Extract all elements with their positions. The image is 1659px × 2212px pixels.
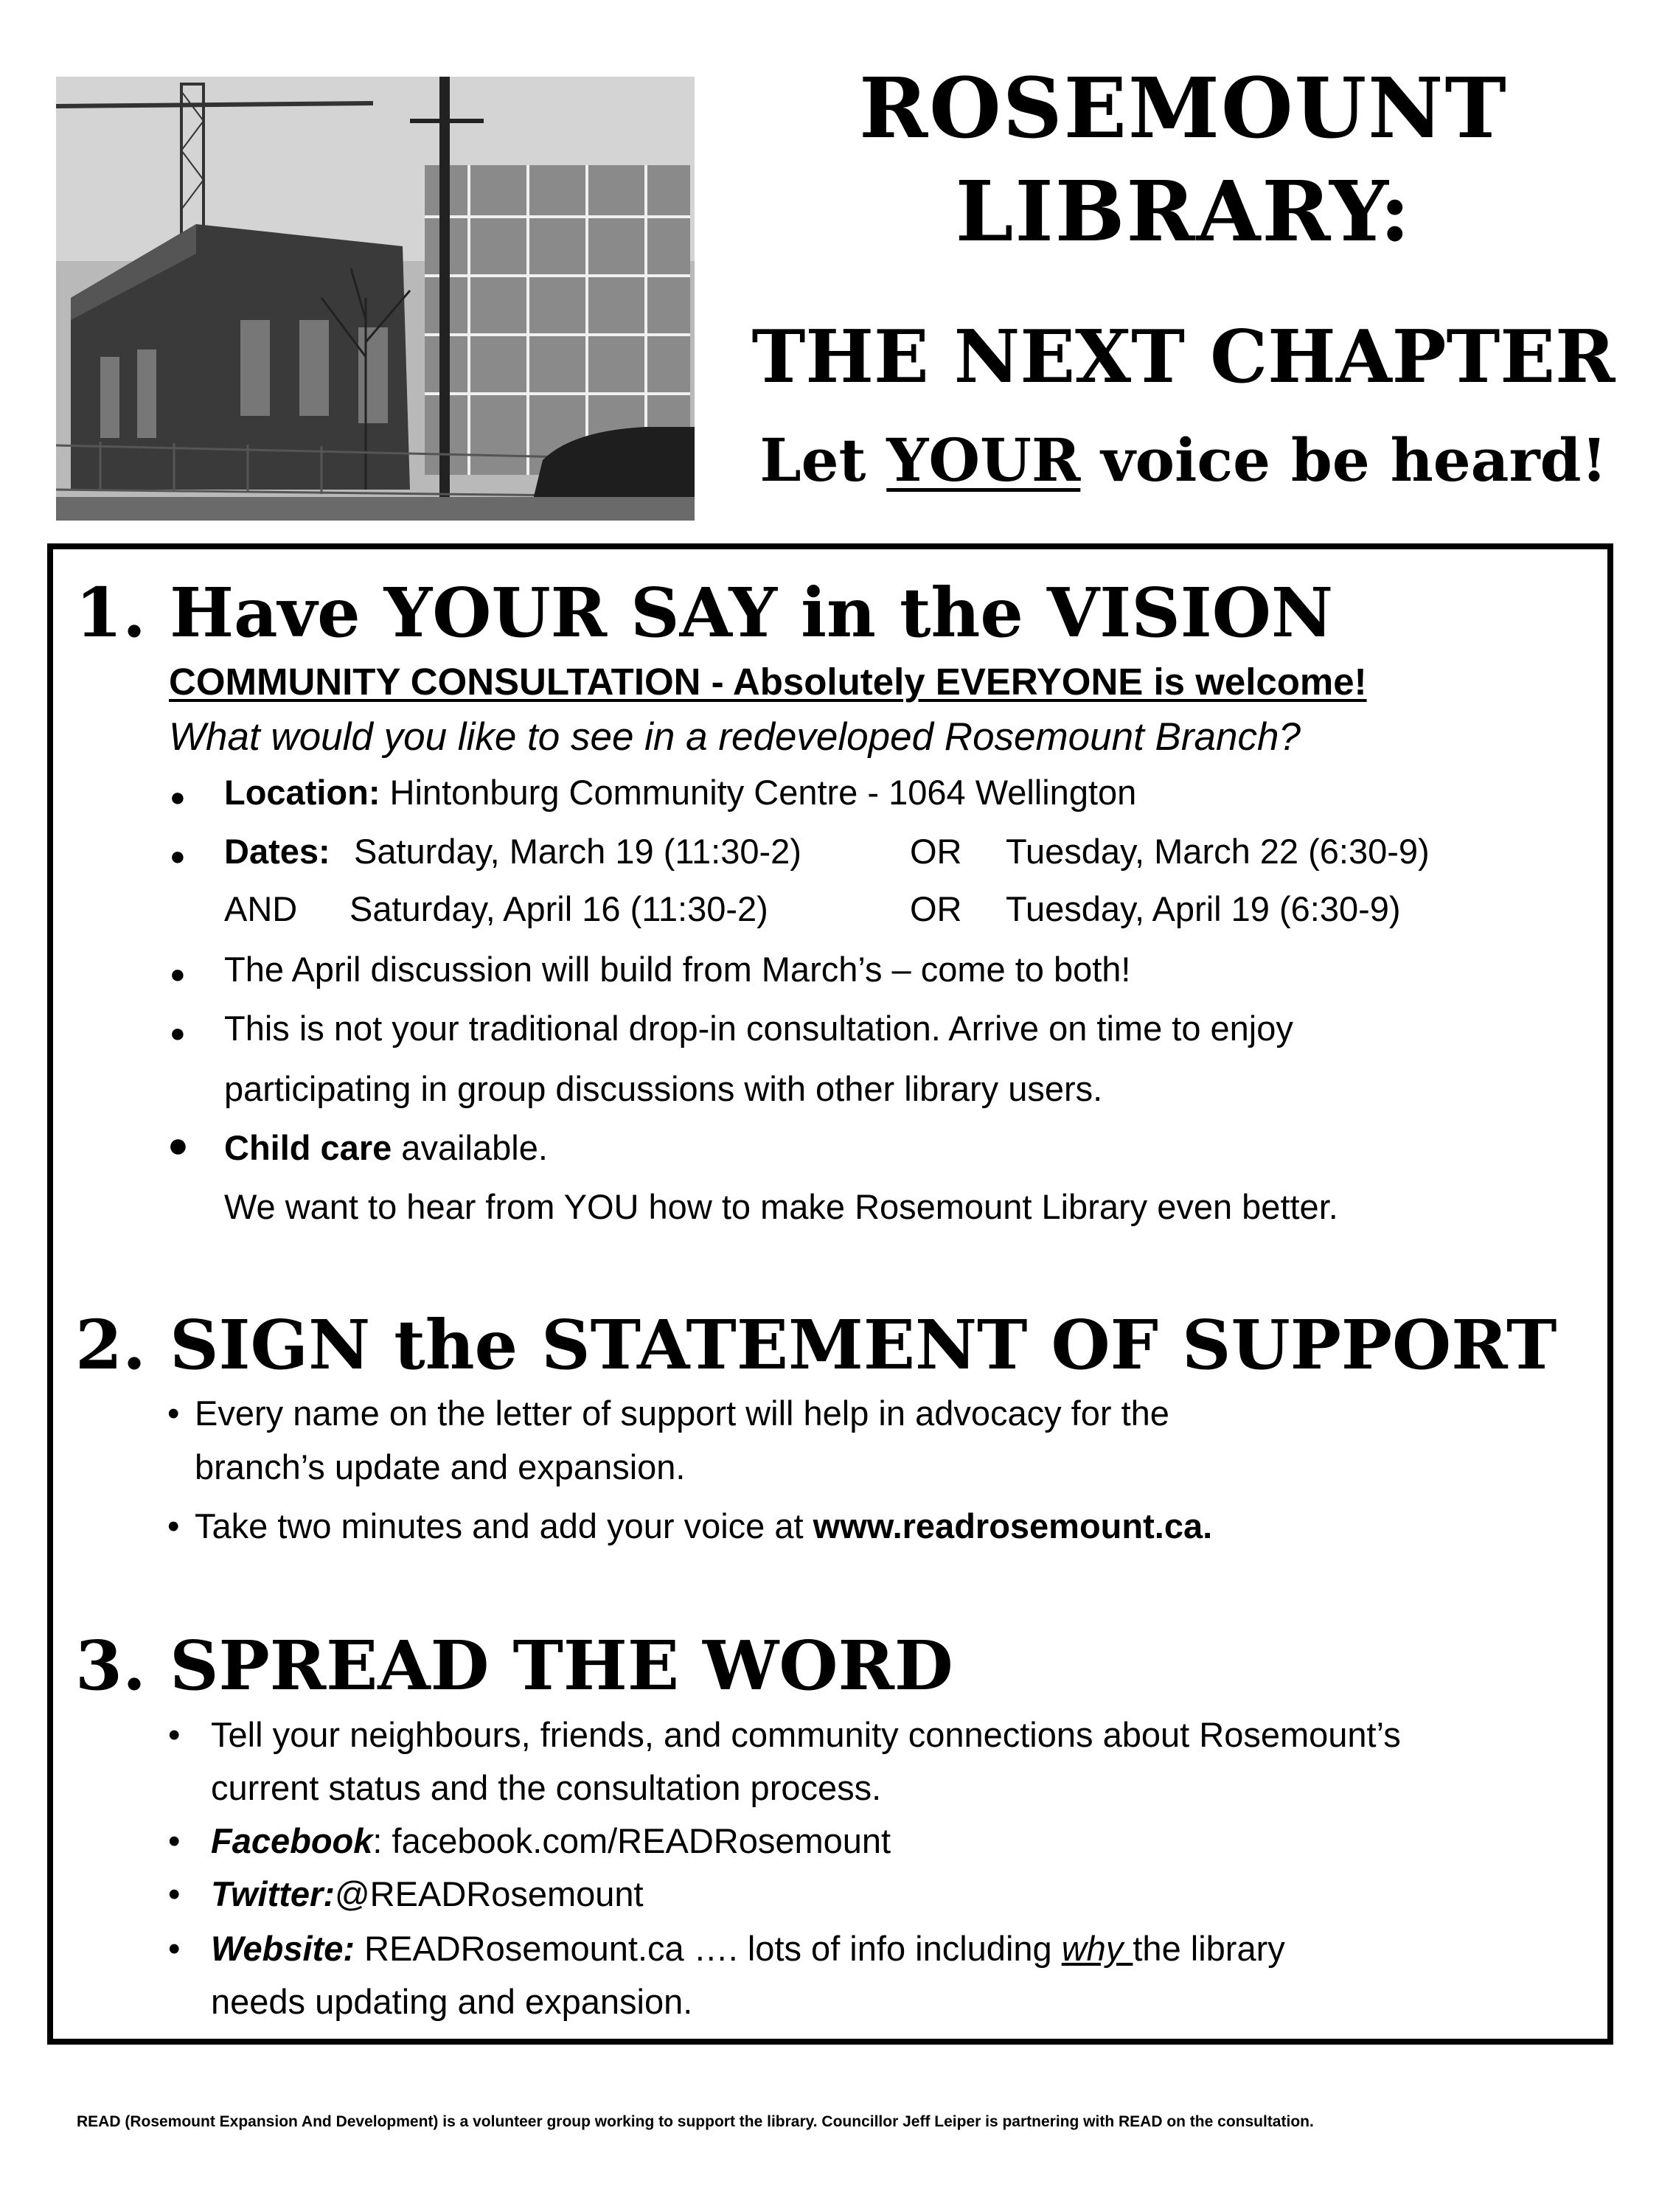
bullet-dot: • xyxy=(168,1929,181,1968)
footer-right: Councillor Jeff Leiper is partnering with READ on the consultation. xyxy=(817,2113,1314,2130)
date-2: Tuesday, March 22 (6:30-9) xyxy=(1006,832,1430,871)
location-line xyxy=(224,772,1136,813)
website-line xyxy=(211,1928,1285,1969)
website-line2: needs updating and expansion. xyxy=(211,1982,693,2021)
bullet-dot: • xyxy=(167,1394,180,1433)
website-emphasis: why xyxy=(1061,1929,1133,1968)
bullet-dot: ● xyxy=(170,841,186,871)
poster-title-line2: LIBRARY: xyxy=(955,164,1412,260)
tagline-post: voice be heard! xyxy=(1080,425,1607,495)
bullet-dot: ● xyxy=(170,1018,186,1048)
location-value: Hintonburg Community Centre - 1064 Wellington xyxy=(380,773,1137,812)
section2-bullet1-line1: Every name on the letter of support will help in advocacy for the xyxy=(195,1394,1169,1433)
tagline-pre: Let xyxy=(759,425,887,495)
section1-bullet4-line2: participating in group discussions with other library users. xyxy=(224,1069,1103,1108)
poster-title-line3: THE NEXT CHAPTER xyxy=(751,315,1615,400)
date-4: Tuesday, April 19 (6:30-9) xyxy=(1006,889,1401,928)
section3-heading: 3. SPREAD THE WORD xyxy=(75,1626,953,1705)
location-label: Location: xyxy=(224,773,380,812)
section1-bullet4-line1: This is not your traditional drop-in consultation. Arrive on time to enjoy xyxy=(224,1009,1293,1048)
section1-subheading: COMMUNITY CONSULTATION - Absolutely EVERYONE is welcome! xyxy=(169,661,1367,703)
poster-tagline xyxy=(708,425,1659,495)
footer-note xyxy=(77,2113,1314,2131)
bullet-dot: ● xyxy=(167,1126,189,1165)
childcare-line xyxy=(224,1127,548,1169)
website-label: Website: xyxy=(211,1929,355,1968)
bullet-dot: ● xyxy=(170,959,186,989)
childcare-label: Child care xyxy=(224,1128,392,1167)
section1-bullet3: The April discussion will build from March’s – come to both! xyxy=(224,950,1131,989)
section1-heading: 1. Have YOUR SAY in the VISION xyxy=(75,573,1334,653)
or-1: OR xyxy=(910,832,962,871)
section3-bullet1-line1: Tell your neighbours, friends, and community connections about Rosemount’s xyxy=(211,1715,1401,1754)
twitter-line xyxy=(211,1874,644,1915)
section3-bullet1-line2: current status and the consultation process. xyxy=(211,1768,882,1807)
tagline-emphasis: YOUR xyxy=(886,425,1081,495)
section2-heading: 2. SIGN the STATEMENT OF SUPPORT xyxy=(75,1305,1557,1385)
date-1: Saturday, March 19 (11:30-2) xyxy=(354,832,801,871)
website-value[interactable]: READRosemount.ca …. lots of info including xyxy=(355,1929,1062,1968)
childcare-value: available. xyxy=(392,1128,548,1167)
content-box xyxy=(47,543,1613,2045)
bullet2-text: Take two minutes and add your voice at xyxy=(195,1506,813,1545)
poster-title-line1: ROSEMOUNT xyxy=(859,60,1508,157)
section2-bullet1-line2: branch’s update and expansion. xyxy=(195,1447,686,1486)
dates-label: Dates: xyxy=(224,832,330,871)
and-text: AND xyxy=(224,889,298,928)
footer-left: READ (Rosemount Expansion And Development) is a volunteer group working to support the library. xyxy=(77,2113,818,2130)
readrosemount-link[interactable]: www.readrosemount.ca. xyxy=(813,1506,1213,1545)
facebook-label: Facebook xyxy=(211,1821,373,1860)
facebook-line xyxy=(211,1820,891,1862)
twitter-label: Twitter: xyxy=(211,1874,335,1913)
library-construction-photo xyxy=(56,77,695,521)
date-3: Saturday, April 16 (11:30-2) xyxy=(349,889,768,928)
bullet-dot: • xyxy=(168,1821,181,1860)
website-value-post: the library xyxy=(1133,1929,1285,1968)
twitter-value[interactable]: @READRosemount xyxy=(334,1874,644,1913)
childcare-line2: We want to hear from YOU how to make Rosemount Library even better. xyxy=(224,1187,1338,1226)
section2-bullet2 xyxy=(195,1506,1212,1547)
bullet-dot: ● xyxy=(170,782,186,812)
bullet-dot: • xyxy=(168,1874,181,1913)
section1-question: What would you like to see in a redeveloped Rosemount Branch? xyxy=(169,715,1301,759)
bullet-dot: • xyxy=(167,1506,180,1545)
or-2: OR xyxy=(910,889,962,928)
facebook-value[interactable]: : facebook.com/READRosemount xyxy=(372,1821,891,1860)
bullet-dot: • xyxy=(168,1715,181,1754)
